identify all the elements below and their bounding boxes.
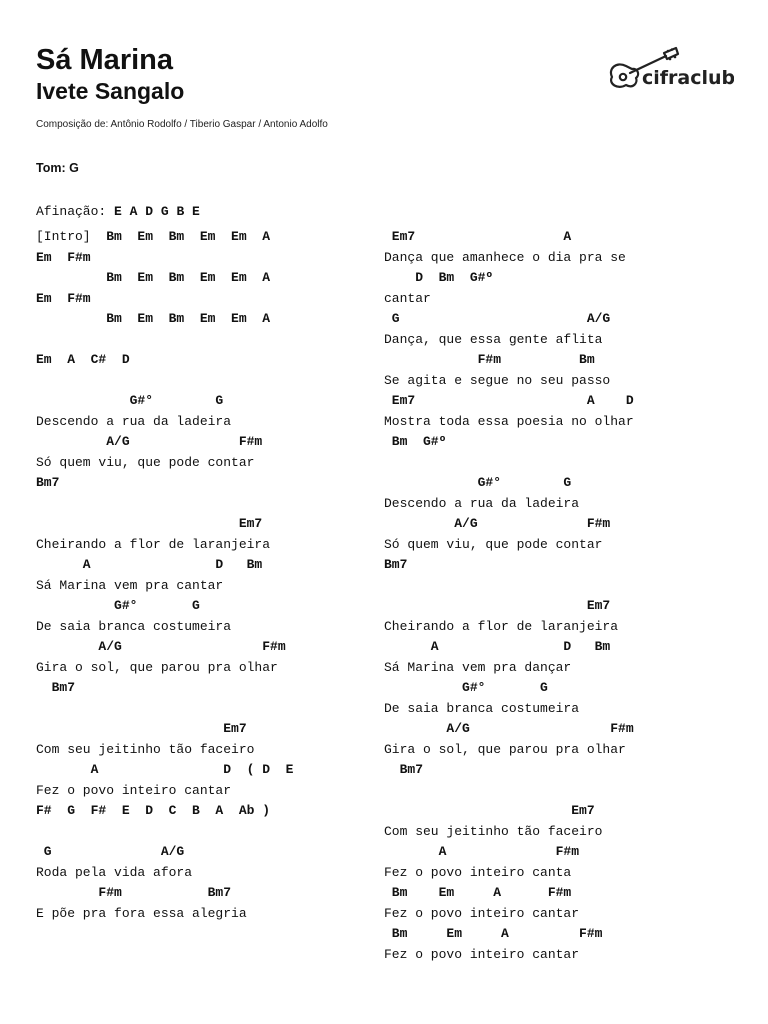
lyric-line: Descendo a rua da ladeira [384, 495, 580, 511]
cifraclub-logo[interactable] [604, 44, 734, 96]
lyric-line: Mostra toda essa poesia no olhar [384, 413, 634, 429]
chord-line: Em F#m [36, 249, 91, 265]
chord-line: Em7 [384, 803, 595, 818]
lyric-line: Só quem viu, que pode contar [384, 536, 603, 552]
chord-line: A/G F#m [36, 639, 286, 654]
chord-line: F#m Bm7 [36, 885, 232, 900]
blank-line [36, 371, 293, 392]
lyric-line: Gira o sol, que parou pra olhar [36, 659, 278, 675]
chord-line: Em7 [36, 516, 263, 531]
tuning-notes: E A D G B E [114, 204, 200, 219]
lyric-line: Fez o povo inteiro cantar [36, 782, 232, 798]
blank-line [36, 822, 293, 843]
lyric-line: Só quem viu, que pode contar [36, 454, 255, 470]
blank-line [384, 781, 634, 802]
chord-line: Bm G#º [384, 434, 447, 449]
chord-line: Em7 A [384, 229, 572, 244]
lyric-line: Gira o sol, que parou pra olhar [384, 741, 626, 757]
logo-wordmark: cifraclub [642, 67, 734, 89]
lyric-line: De saia branca costumeira [384, 700, 580, 716]
song-title: Sá Marina [36, 44, 173, 76]
chord-line: G A/G [384, 311, 611, 326]
lyric-line: E põe pra fora essa alegria [36, 905, 247, 921]
chord-line: Em A C# D [36, 352, 130, 367]
intro-line [36, 227, 293, 248]
lyric-line: Fez o povo inteiro cantar [384, 946, 580, 962]
chord-sheet-right-column [384, 227, 634, 965]
lyric-line: Dança, que essa gente aflita [384, 331, 603, 347]
chord-line: A/G F#m [384, 516, 611, 531]
chord-line: Bm Em Bm Em Em A [36, 311, 271, 326]
chord-line: Bm7 [36, 475, 60, 490]
lyric-line: De saia branca costumeira [36, 618, 232, 634]
chord-line: Bm Em A F#m [384, 926, 603, 941]
chord-line: G A/G [36, 844, 185, 859]
lyric-line: Sá Marina vem pra dançar [384, 659, 572, 675]
blank-line [384, 576, 634, 597]
chord-line: A/G F#m [384, 721, 634, 736]
lyric-line: Fez o povo inteiro cantar [384, 905, 580, 921]
chord-line: Bm7 [384, 557, 408, 572]
guitar-logo-icon [604, 44, 734, 96]
song-key: Tom: G [36, 161, 79, 175]
chord-line: Bm Em Bm Em Em A [36, 270, 271, 285]
lyric-line: Fez o povo inteiro canta [384, 864, 572, 880]
lyric-line: Com seu jeitinho tão faceiro [36, 741, 255, 757]
intro-chords: Bm Em Bm Em Em A [90, 229, 271, 244]
chord-line: A/G F#m [36, 434, 263, 449]
lyric-line: Sá Marina vem pra cantar [36, 577, 224, 593]
chord-line: A D Bm [384, 639, 611, 654]
lyric-line: cantar [384, 290, 431, 306]
chord-line: A D Bm [36, 557, 263, 572]
blank-line [36, 494, 293, 515]
blank-line [36, 699, 293, 720]
tuning [36, 203, 200, 220]
chord-line: Em7 [36, 721, 247, 736]
blank-line [36, 330, 293, 351]
chord-line: Em7 A D [384, 393, 634, 408]
lyric-line: Descendo a rua da ladeira [36, 413, 232, 429]
chord-line: Bm7 [36, 680, 76, 695]
chord-line: F# G F# E D C B A Ab ) [36, 803, 271, 818]
chord-line: Bm Em A F#m [384, 885, 572, 900]
composer-credits: Composição de: Antônio Rodolfo / Tiberio Gaspar / Antonio Adolfo [36, 119, 328, 130]
lyric-line: Cheirando a flor de laranjeira [384, 618, 619, 634]
lyric-line: Dança que amanhece o dia pra se [384, 249, 626, 265]
chord-line: Em F#m [36, 290, 91, 306]
blank-line [384, 453, 634, 474]
chord-line: G#° G [36, 393, 224, 408]
section-label: [Intro] [36, 229, 91, 244]
chord-line: A D ( D E [36, 762, 294, 777]
chord-line: G#° G [384, 680, 548, 695]
chord-line: G#° G [384, 475, 572, 490]
chord-line: G#° G [36, 598, 200, 613]
chord-line: D Bm G#º [384, 270, 494, 285]
chord-sheet-left-column [36, 227, 293, 924]
chord-line: Em7 [384, 598, 611, 613]
lyric-line: Roda pela vida afora [36, 864, 193, 880]
chord-line: A F#m [384, 844, 580, 859]
tuning-label: Afinação: [36, 204, 107, 219]
artist-name: Ivete Sangalo [36, 78, 185, 104]
chord-line: F#m Bm [384, 352, 595, 367]
lyric-line: Cheirando a flor de laranjeira [36, 536, 271, 552]
chord-line: Bm7 [384, 762, 424, 777]
lyric-line: Se agita e segue no seu passo [384, 372, 611, 388]
lyric-line: Com seu jeitinho tão faceiro [384, 823, 603, 839]
